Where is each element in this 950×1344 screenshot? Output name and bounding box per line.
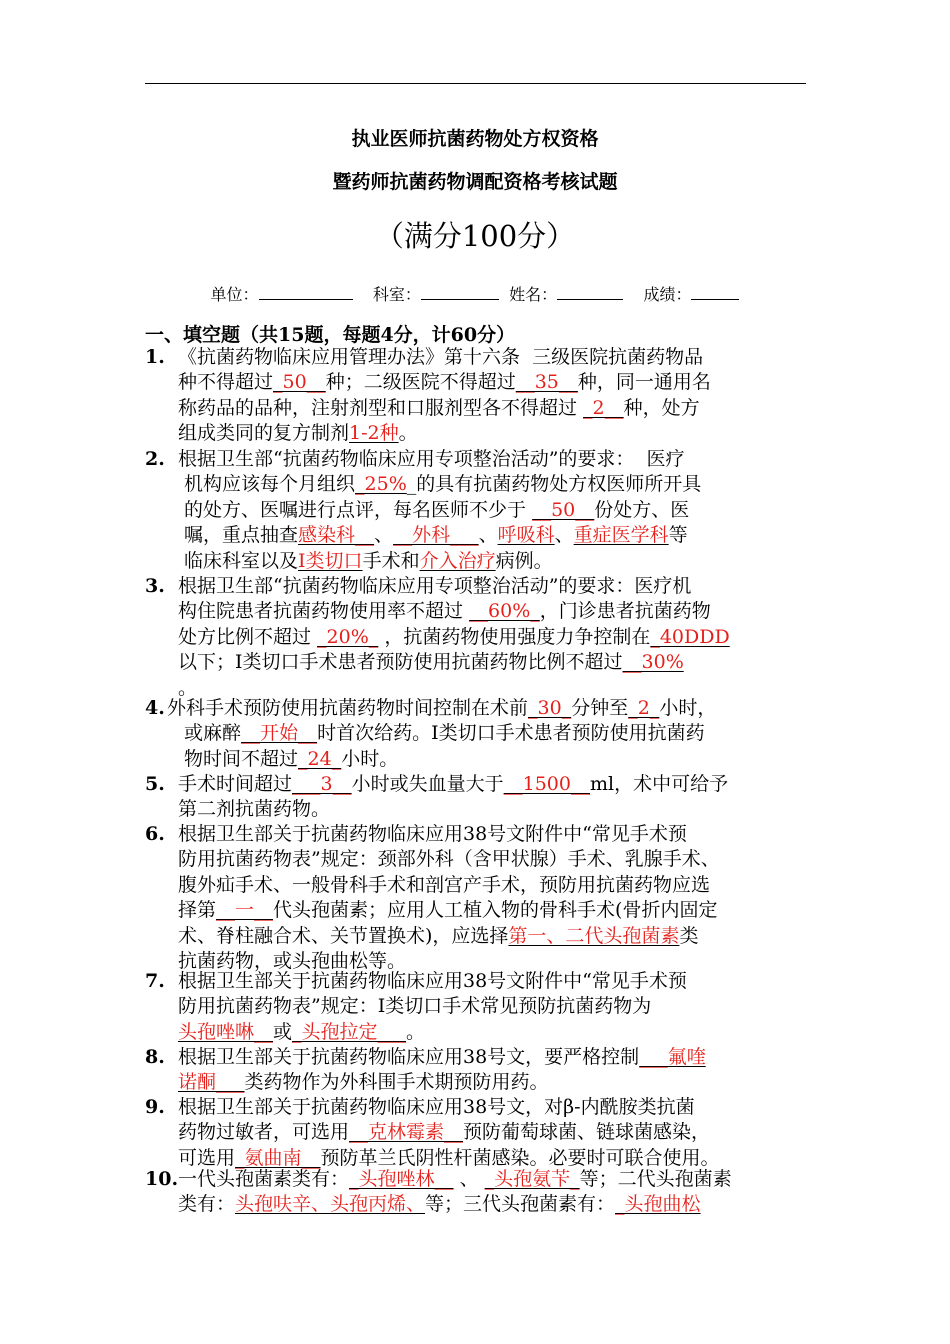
question-text: 《抗菌药物临床应用管理办法》第十六条 三级医院抗菌药物品 [178, 346, 704, 368]
question-line [145, 924, 825, 949]
answer-text: __50__ [532, 498, 595, 521]
question-text: 的处方、医嘱进行点评，每名医师不少于 [178, 498, 533, 521]
answer-text: 呼吸科 [497, 524, 555, 547]
question-text: 、 [478, 524, 498, 547]
question-line [145, 696, 825, 721]
answer-text: 感染科__ [298, 524, 375, 547]
question-9 [145, 1095, 825, 1171]
question-text: 机构应该每个月组织 [178, 473, 356, 496]
question-text: 类 [679, 924, 699, 947]
question-text: 类有： [178, 1193, 236, 1216]
answer-text: _24_ [298, 747, 342, 770]
question-line [145, 574, 825, 599]
question-3 [145, 574, 825, 701]
question-line [145, 747, 825, 772]
grade-blank [691, 283, 739, 300]
question-text: 药物过敏者，可选用 [178, 1121, 350, 1144]
question-line [145, 523, 825, 548]
question-text: 种；二级医院不得超过 [325, 371, 516, 394]
question-text: 外科手术预防使用抗菌药物时间控制在术前 [167, 697, 529, 719]
header-rule [145, 83, 806, 84]
question-5 [145, 772, 825, 823]
question-text: 或麻醉 [178, 722, 242, 745]
answer-text: 介入治疗 [419, 549, 496, 572]
question-line [145, 650, 825, 675]
question-line [145, 498, 825, 523]
section-title: 一、填空题（共15题，每题4分，计60分） [145, 324, 516, 346]
question-line [145, 396, 825, 421]
question-7 [145, 969, 825, 1045]
answer-text: _头孢唑林__ [349, 1168, 454, 1190]
answer-text: 第一、二代头孢菌素 [508, 924, 680, 947]
question-text: 或 [273, 1020, 293, 1043]
question-text: ，抗菌药物使用强度力争控制在 [378, 625, 651, 648]
question-text: 份处方、医 [594, 498, 690, 521]
question-text: 抗菌药物，或头孢曲松等。 [178, 950, 407, 973]
question-text: 分钟至 [571, 697, 629, 719]
answer-text: _50__ [273, 371, 326, 394]
question-line [145, 1020, 825, 1045]
answer-text: __克林霉素__ [349, 1121, 464, 1144]
question-line [145, 599, 825, 624]
question-text: ，门诊患者抗菌药物 [539, 600, 711, 623]
question-line [145, 1095, 825, 1120]
answer-text: __35__ [515, 371, 578, 394]
question-text: 小时， [659, 697, 717, 719]
question-line [145, 898, 825, 923]
question-line [145, 994, 825, 1019]
question-text: 以下；Ⅰ类切口手术患者预防使用抗菌药物比例不超过 [178, 651, 623, 674]
unit-blank [259, 283, 353, 300]
question-text: 择第 [178, 899, 217, 922]
question-number: 8. [145, 1046, 165, 1068]
question-text: 根据卫生部关于抗菌药物临床应用38号文，要严格控制 [178, 1046, 640, 1068]
question-line [145, 873, 825, 898]
question-line [145, 721, 825, 746]
question-text: 代头孢菌素；应用人工植入物的骨科手术(骨折内固定 [273, 899, 718, 922]
question-text: 组成类同的复方制剂 [178, 422, 350, 445]
question-text: 病例。 [495, 549, 553, 572]
question-line [145, 822, 825, 847]
question-text: 。 [406, 1020, 426, 1043]
question-text: 预防葡萄球菌、链球菌感染， [463, 1121, 711, 1144]
question-text: 防用抗菌药物表”规定：Ⅰ类切口手术常见预防抗菌药物为 [178, 995, 652, 1018]
dept-blank [421, 283, 499, 300]
question-number: 4. [145, 697, 165, 719]
answer-text: _30_ [528, 697, 572, 719]
question-line [145, 345, 825, 370]
answer-text: 头孢呋辛、头孢丙烯、 [235, 1193, 426, 1216]
question-text: 手术和 [362, 549, 420, 572]
question-text: 时首次给药。Ⅰ类切口手术患者预防使用抗菌药 [317, 722, 705, 745]
question-line [145, 1070, 825, 1095]
name-blank [557, 283, 623, 300]
question-4 [145, 696, 825, 772]
question-text: 、 [374, 524, 394, 547]
question-text: ml，术中可给予 [589, 773, 729, 795]
question-text: 构住院患者抗菌药物使用率不超过 [178, 600, 470, 623]
question-text: 腹外疝手术、一般骨科手术和剖宫产手术，预防用抗菌药物应选 [178, 873, 711, 896]
question-text: 、 [453, 1168, 485, 1190]
question-text: _的具有抗菌药物处方权医师所开具 [406, 473, 702, 496]
question-text: 根据卫生部关于抗菌药物临床应用38号文附件中“常见手术预 [178, 823, 687, 845]
question-number: 1. [145, 346, 165, 368]
question-line [145, 772, 825, 797]
question-text: 可选用 [178, 1146, 236, 1169]
question-number: 7. [145, 970, 165, 992]
question-line [145, 1167, 825, 1192]
score-note: （满分100分） [374, 219, 576, 253]
question-text: 种，同一通用名 [577, 371, 711, 394]
answer-text: 1-2种 [349, 422, 399, 445]
question-text: 预防革兰氏阴性杆菌感染。必要时可联合使用。 [320, 1146, 720, 1169]
unit-label: 单位： [210, 285, 259, 304]
question-text: 根据卫生部关于抗菌药物临床应用38号文附件中“常见手术预 [178, 970, 687, 992]
question-line [145, 472, 825, 497]
answer-text: 重症医学科 [573, 524, 669, 547]
question-line [145, 847, 825, 872]
question-10 [145, 1167, 825, 1218]
name-label: 姓名： [509, 285, 558, 304]
question-line [145, 625, 825, 650]
answer-text: ___3__ [292, 773, 352, 795]
answer-text: __外科___ [393, 524, 479, 547]
question-text: 等；三代头孢菌素有： [425, 1193, 616, 1216]
question-6 [145, 822, 825, 974]
question-line [145, 370, 825, 395]
question-8 [145, 1045, 825, 1096]
title-line-2: 暨药师抗菌药物调配资格考核试题 [332, 171, 618, 193]
question-number: 2. [145, 448, 165, 470]
answer-text: _头孢曲松 [615, 1193, 701, 1216]
question-text: 。 [178, 676, 198, 699]
answer-text: _2__ [583, 396, 624, 419]
dept-label: 科室： [372, 285, 421, 304]
question-text: 等 [668, 524, 688, 547]
question-number: 9. [145, 1096, 165, 1118]
question-line [145, 797, 825, 822]
exam-info-row [0, 282, 950, 305]
question-text: 根据卫生部“抗菌药物临床应用专项整治活动”的要求：医疗机 [178, 575, 692, 597]
question-text: 物时间不超过 [178, 747, 299, 770]
question-number: 6. [145, 823, 165, 845]
answer-text: _头孢氨苄_ [484, 1168, 580, 1190]
question-line [145, 1192, 825, 1217]
question-text: 一代头孢菌素类有： [178, 1168, 350, 1190]
question-number: 3. [145, 575, 165, 597]
question-number: 5. [145, 773, 165, 795]
question-text: 。 [398, 422, 418, 445]
answer-text: __60%_ [469, 600, 540, 623]
question-line [145, 1120, 825, 1145]
question-text: 手术时间超过 [178, 773, 293, 795]
title-line-1: 执业医师抗菌药物处方权资格 [351, 128, 599, 150]
question-text: 种，处方 [623, 396, 700, 419]
answer-text: 诺酮___ [178, 1071, 245, 1094]
question-text: 类药物作为外科围手术期预防用药。 [244, 1071, 549, 1094]
answer-text: _25% [355, 473, 407, 496]
answer-text: __一__ [216, 899, 274, 922]
question-text: 临床科室以及 [178, 549, 299, 572]
answer-text: __开始__ [241, 722, 318, 745]
grade-label: 成绩： [643, 285, 692, 304]
answer-text: ___氟喹 [639, 1046, 706, 1068]
question-number: 10. [145, 1168, 179, 1190]
question-text: 种不得超过 [178, 371, 274, 394]
question-text: 根据卫生部关于抗菌药物临床应用38号文，对β-内酰胺类抗菌 [178, 1096, 695, 1118]
question-line [145, 447, 825, 472]
question-line [145, 969, 825, 994]
question-text: 根据卫生部“抗菌药物临床应用专项整治活动”的要求： 医疗 [178, 448, 685, 470]
question-text: 术、脊柱融合术、关节置换术)，应选择 [178, 924, 509, 947]
question-text: 嘱，重点抽查 [178, 524, 299, 547]
question-text: 称药品的品种，注射剂型和口服剂型各不得超过 [178, 396, 584, 419]
question-line [145, 1045, 825, 1070]
question-line [145, 421, 825, 446]
answer-text: 头孢唑啉__ [178, 1020, 274, 1043]
answer-text: _氨曲南__ [235, 1146, 321, 1169]
answer-text: _20%_ [317, 625, 379, 648]
answer-text: __30% [622, 651, 684, 674]
question-text: 第二剂抗菌药物。 [178, 798, 331, 821]
question-text: 等；二代头孢菌素 [579, 1168, 732, 1190]
question-2 [145, 447, 825, 574]
answer-text: __1500__ [503, 773, 590, 795]
answer-text: _2_ [628, 697, 660, 719]
question-1 [145, 345, 825, 447]
question-text: 、 [554, 524, 574, 547]
question-text: 小时或失血量大于 [351, 773, 504, 795]
answer-text: Ⅰ类切口 [298, 549, 363, 572]
answer-text: _40DDD [650, 625, 730, 648]
question-text: 小时。 [341, 747, 399, 770]
answer-text: _头孢拉定___ [292, 1020, 407, 1043]
question-line [145, 549, 825, 574]
question-text: 处方比例不超过 [178, 625, 318, 648]
question-text: 防用抗菌药物表”规定：颈部外科（含甲状腺）手术、乳腺手术、 [178, 848, 720, 871]
